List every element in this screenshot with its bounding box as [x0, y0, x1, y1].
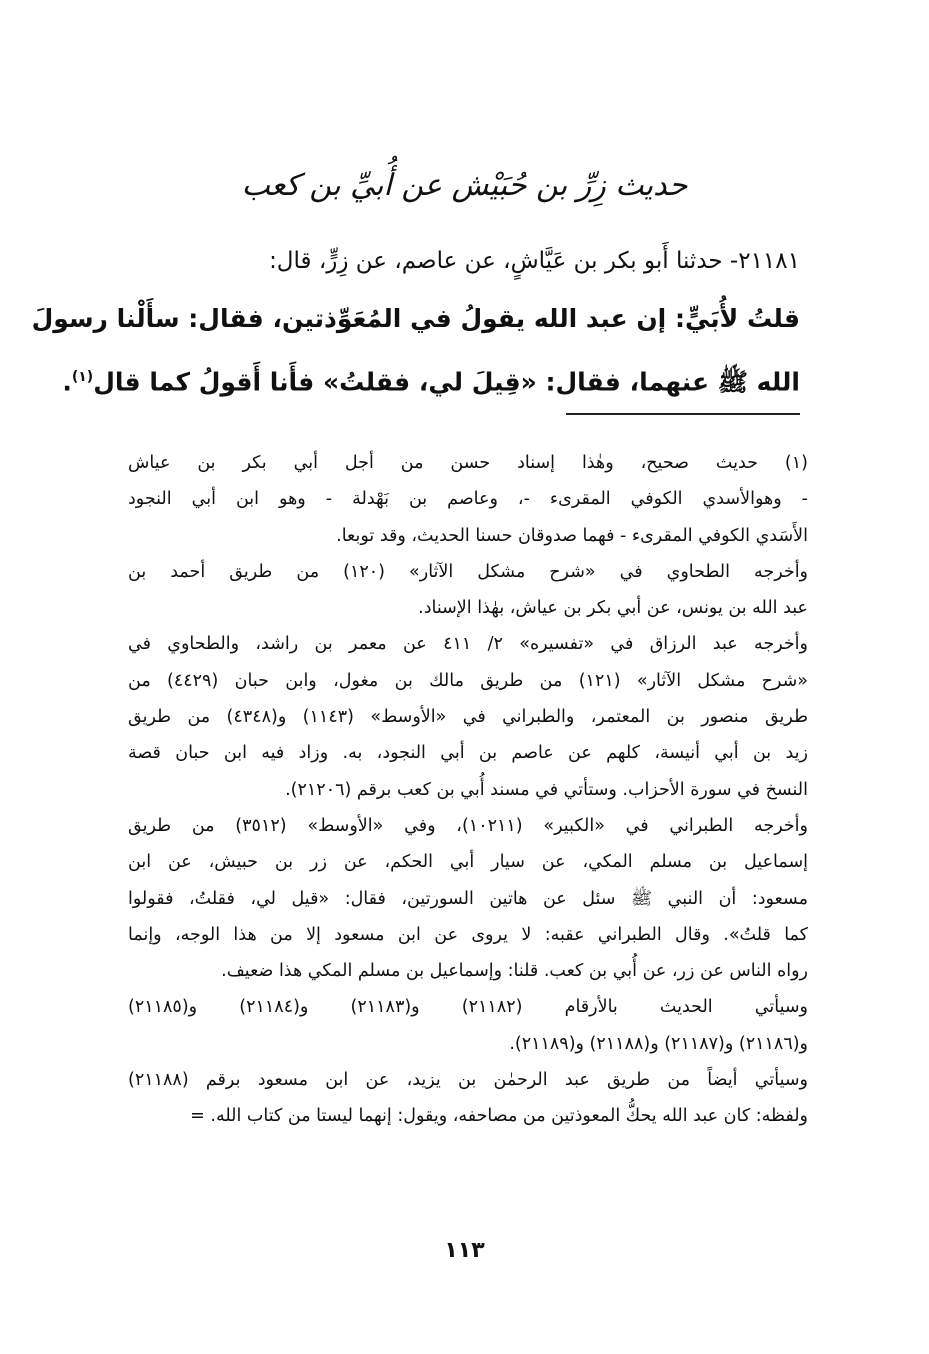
footnote-line: طريق منصور بن المعتمر، والطبراني في «الأوسط» (١١٤٣) و(٤٣٤٨) من طريق: [128, 707, 808, 728]
footnote-line: وسيأتي الحديث بالأرقام (٢١١٨٢) و(٢١١٨٣) و(٢١١٨٤) و(٢١١٨٥): [128, 997, 808, 1018]
footnote-line: وأخرجه الطبراني في «الكبير» (١٠٢١١)، وفي «الأوسط» (٣٥١٢) من طريق: [128, 815, 808, 836]
footnote-line: عبد الله بن يونس، عن أبي بكر بن عياش، بهٰذا الإسناد.: [418, 598, 808, 619]
footnote-line: (١) حديث صحيح، وهٰذا إسناد حسن من أجل أبي بكر بن عياش: [128, 453, 808, 473]
hadith-text: [31, 232, 800, 411]
footnote-paragraph: [128, 989, 808, 1062]
footnote-line: وسيأتي أيضاً من طريق عبد الرحمٰن بن يزيد، عن ابن مسعود برقم (٢١١٨٨): [128, 1070, 808, 1091]
footnote-paragraph: [128, 1062, 808, 1135]
footnote-line: النسخ في سورة الأحزاب. وستأتي في مسند أُبي بن كعب برقم (٢١٢٠٦).: [285, 779, 808, 800]
footnote-line: الأَسَدي الكوفي المقرىء - فهما صدوقان حسنا الحديث، وقد توبعا.: [336, 525, 808, 546]
footnote-line: زيد بن أبي أنيسة، كلهم عن عاصم بن أبي النجود، به. وزاد فيه ابن حبان قصة: [128, 743, 808, 764]
hadith-isnad-line: ٢١١٨١- حدثنا أَبو بكر بن عَيَّاشٍ، عن عاصم، عن زِرٍّ، قال:: [269, 248, 800, 274]
hadith-end-mark: .: [62, 367, 72, 397]
footnote-line: وأخرجه الطحاوي في «شرح مشكل الآثار» (١٢٠) من طريق أحمد بن: [128, 561, 809, 582]
footnote-reference[interactable]: (١): [71, 369, 94, 385]
footnote-line: مسعود: أن النبي ﷺ سئل عن هاتين السورتين، فقال: «قيل لي، فقلتُ، فقولوا: [128, 888, 808, 909]
footnote-paragraph: [128, 808, 808, 989]
footnote-line: إسماعيل بن مسلم المكي، عن سيار أبي الحكم، عن زر بن حبيش، عن ابن: [128, 852, 808, 873]
footnote-paragraph: [128, 554, 808, 627]
hadith-matn-text: الله ﷺ عنهما، فقال: «قِيلَ لي، فقلتُ» فأَنا أَقولُ كما قال: [93, 367, 800, 397]
footnote-line: - وهوالأسدي الكوفي المقرىء -، وعاصم بن بَهْدلة - وهو ابن أبي النجود: [128, 489, 808, 510]
footnote-line: وأخرجه عبد الرزاق في «تفسيره» ٢/ ٤١١ عن معمر بن راشد، والطحاوي في: [128, 634, 808, 655]
page-number: ١١٣: [444, 1238, 485, 1263]
footnote-paragraph: [128, 626, 808, 807]
footnote-line: رواه الناس عن زر، عن أُبي بن كعب. قلنا: وإسماعيل بن مسلم المكي هذا ضعيف.: [221, 961, 808, 982]
footnote-divider: [566, 413, 800, 415]
footnote-line: كما قلتُ». وقال الطبراني عقبه: لا يروى عن ابن مسعود إلا من هذا الوجه، وإنما: [128, 924, 808, 945]
footnote-line: «شرح مشكل الآثار» (١٢١) من طريق مالك بن مغول، وابن حبان (٤٤٢٩) من: [128, 670, 808, 691]
footnote-line: ولفظه: كان عبد الله يحكُّ المعوذتين من مصاحفه، ويقول: إنهما ليستا من كتاب الله. =: [190, 1106, 808, 1127]
chapter-title: حديث زِرِّ بن حُبَيْش عن أُبيِّ بن كعب: [241, 168, 688, 203]
footnote-paragraph: [128, 445, 808, 554]
footnote-line: و(٢١١٨٦) و(٢١١٨٧) و(٢١١٨٨) و(٢١١٨٩).: [509, 1033, 808, 1054]
footnotes: [128, 445, 808, 1135]
hadith-matn-line-end: [62, 348, 800, 411]
hadith-matn-line: قلتُ لأُبَيٍّ: إن عبد الله يقولُ في المُعَوِّذتين، فقال: سأَلْنا رسولَ: [31, 304, 800, 333]
